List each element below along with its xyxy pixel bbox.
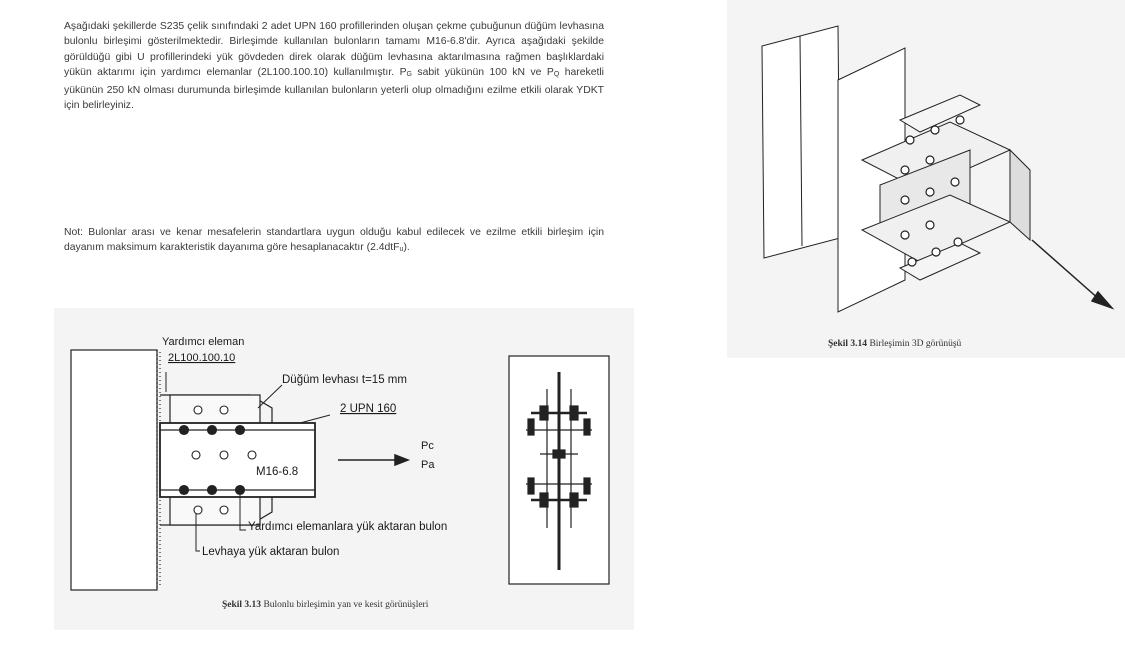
label-pq: Pa (421, 459, 435, 471)
load-pg-text: sabit yükünün 100 kN ve (411, 67, 547, 79)
load-pq-text: hareketli yükünün 250 kN olması durumunda birleşimde kullanılan bulonların yeterli olup olmadığını ezilme etkili olarak YDKT için belirleyiniz. (64, 67, 604, 112)
label-profile: 2 UPN 160 (340, 403, 397, 415)
note-subscript: u (399, 246, 404, 254)
label-bolt-helper: Yardımcı elemanlara yük aktaran bulon (248, 521, 448, 533)
label-bolt-plate: Levhaya yük aktaran bulon (202, 546, 340, 558)
figure-3-13-caption: Şekil 3.13 Bulonlu birleşimin yan ve kesit görünüşleri (222, 600, 429, 610)
label-helper: Yardımcı eleman (162, 336, 245, 348)
load-pq-symbol: PQ (546, 67, 560, 79)
figure-3-14-caption: Şekil 3.14 Birleşimin 3D görünüşü (828, 339, 962, 349)
label-pg: Pc (421, 440, 434, 452)
label-helper-section: 2L100.100.10 (168, 352, 236, 364)
load-arrow-3d (1032, 240, 1112, 308)
problem-text: Aşağıdaki şekillerde S235 çelik sınıfındaki 2 adet UPN 160 profillerinden oluşan çekme çubuğunun düğüm levhasına bulonlu birleşimi gösterilmektedir. Birleşimde kullanılan bulonların tamamı M16-6.8'dir. Ayrıca aşağıdaki şekilde görüldüğü gibi U profillerindeki yük gövdeden direk olarak düğüm levhasına aktarılmasına rağmen başlıklardaki yükün aktarımı için yardımcı elemanlar (2L100.100.10) kullanılmıştır. (64, 21, 604, 79)
note-end: ). (403, 242, 410, 254)
label-bolt-type: M16-6.8 (256, 466, 299, 478)
load-pg-symbol: PG (399, 67, 412, 79)
note-text: Not: Bulonlar arası ve kenar mesafelerin standartlara uygun olduğu kabul edilecek ve ezilme etkili birleşim için dayanım maksimum karakteristik dayanıma göre hesaplanacaktır (2.4dtF (64, 227, 604, 254)
label-gusset: Düğüm levhası t=15 mm (282, 374, 407, 386)
